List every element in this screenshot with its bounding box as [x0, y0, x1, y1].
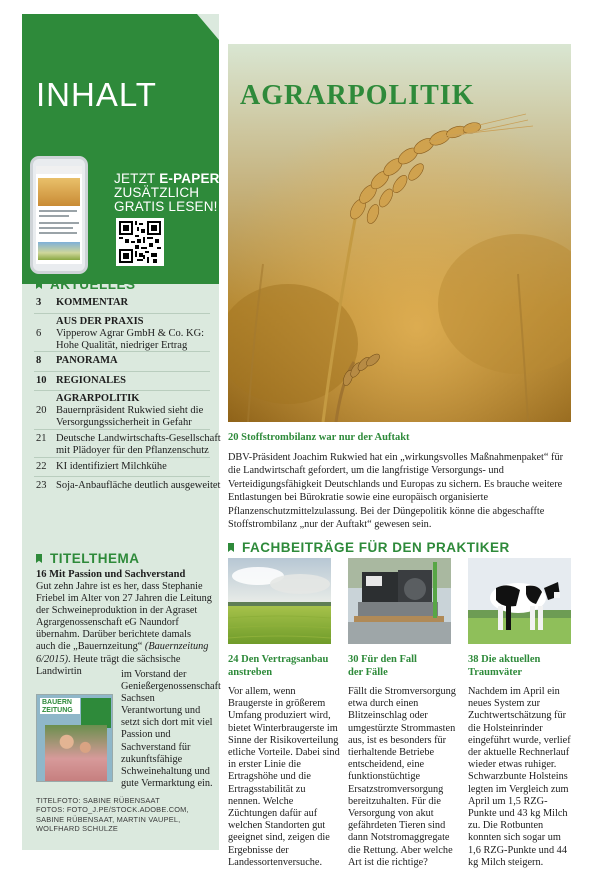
- hero-caption[interactable]: 20 Stoffstrombilanz war nur der Auftakt: [228, 432, 410, 443]
- agrarpolitik-toc-heading: AGRARPOLITIK: [56, 393, 140, 404]
- titelthema-heading: TITELTHEMA: [36, 551, 140, 566]
- toc-item-panorama[interactable]: 8 PANORAMA: [36, 355, 118, 366]
- toc-item-praxis[interactable]: 6 Vipperow Agrar GmbH & Co. KG: Hohe Qualität, niedriger Ertrag: [36, 328, 205, 351]
- page-title: AGRARPOLITIK: [240, 80, 475, 111]
- cover-logo: BAUERN ZEITUNG: [40, 698, 80, 714]
- divider: [34, 371, 210, 372]
- toc-item-23[interactable]: 23 Soja-Anbaufläche deutlich ausgeweitet: [36, 480, 221, 491]
- divider: [34, 390, 210, 391]
- divider: [34, 457, 210, 458]
- toc-item-regionales[interactable]: 10 REGIONALES: [36, 375, 127, 386]
- article-24-title[interactable]: 24 Den Vertragsanbau anstreben: [228, 654, 329, 678]
- phone-epaper-image: [30, 156, 88, 274]
- article-38-title[interactable]: 38 Die aktuellen Traumväter: [468, 654, 541, 678]
- epaper-line1: JETZT E-PAPER: [114, 171, 220, 186]
- article-30-body: Fällt die Stromversorgung etwa durch einen Blitzeinschlag oder umgestürzte Strommasten aus, ist es besonders für tierhaltende Betriebe entscheidend, eine funktionstüchtige Ersatzstromversorgung bereitzuhalten. Für die Versorgung von akut gefährdeten Tieren sind dann Notstromaggregate die Rettung. Aber welche Art ist die richtige?: [348, 686, 456, 868]
- hero-body-text: DBV-Präsident Joachim Rukwied hat ein „wirkungsvolles Maßnahmenpaket“ für die Landwirtschaft gefordert, um die langfristige Versorgungs- und Verteidigungsfähigkeit Deutschlands und Europas zu sichern. Es brauche weitere Entlastungen bei Bürokratie sowie eine europäisch organisierte Pflanzenschutzmittelzulassung. Bei der Düngepolitik könne die abgeschaffte Stoffstrombilanz „nur der Auftakt“ gewesen sein.: [228, 452, 564, 531]
- qr-code[interactable]: [116, 218, 164, 266]
- bookmark-icon: [36, 280, 42, 289]
- divider: [34, 351, 210, 352]
- epaper-line3: GRATIS LESEN!: [114, 199, 218, 214]
- toc-item-21[interactable]: 21 Deutsche Landwirtschafts-Gesellschaft mit Plädoyer für den Pflanzenschutz: [36, 433, 221, 456]
- bookmark-icon: [36, 554, 42, 563]
- toc-item-kommentar[interactable]: 3 KOMMENTAR: [36, 297, 129, 308]
- article-38-body: Nachdem im April ein neues System zur Zuchtwertschätzung für die Holsteinrinder eingeführt wurde, verlief der aktuelle Rechnerlauf wieder etwas ruhiger. Schwarzbunte Holsteins legten im Vergleich zum April um 1,5 RZG-Punkte und 43 kg Milch zu. Die Rotbunten konnten sich sogar um 1,6 RZG-Punkte und 44 kg Milch steigern.: [468, 686, 571, 868]
- generator-image[interactable]: [348, 558, 451, 644]
- praxis-heading: AUS DER PRAXIS: [56, 316, 144, 327]
- barley-field-image[interactable]: [228, 558, 331, 644]
- epaper-line2: ZUSÄTZLICH: [114, 185, 200, 200]
- article-24-body: Vor allem, wenn Braugerste in größerem Umfang produziert wird, bietet Winterbraugerste im Sinne der Risikoverteilung etliche Vorteile. Dabei sind in erster Linie die Ertragshöhe und die Ertragsstabilität zu nennen. Welche Züchtungen dafür auf welchen Standorten gut geeignet sind, zeigen die Ergebnisse der Landessortenversuche.: [228, 686, 340, 868]
- titelthema-body-wrap: im Vorstand der Genießergenossenschaft Sachsen Verantwortung und setzt sich dort mit viel Passion und Sachverstand für zukunftsfähige Schweinehaltung und gute Vermarktung ein.: [121, 669, 221, 789]
- photo-credits: TITELFOTO: SABINE RÜBENSAAT FOTOS: FOTO_J.PE/STOCK.ADOBE.COM, SABINE RÜBENSAAT, MARTIN VAUPEL, WOLFHARD SCHULZE: [36, 796, 189, 834]
- aktuelles-heading: AKTUELLES: [36, 277, 136, 292]
- fachbeitraege-heading: FACHBEITRÄGE FÜR DEN PRAKTIKER: [228, 540, 510, 555]
- titelthema-body: Gut zehn Jahre ist es her, dass Stephanie Friebel im Alter von 27 Jahren die Leitung der Schweineproduktion in der Agraset Agrargenossenschaft eG Naundorf übernahm. Darüber berichtete damals auch die „Bauernzeitung“ (Bauernzeitung 6/2015). Heute trägt die sächsische Landwirtin: [36, 581, 212, 677]
- titelthema-subhead: 16 Mit Passion und Sachverstand: [36, 569, 186, 580]
- bookmark-icon: [228, 543, 234, 552]
- toc-item-20[interactable]: 20 Bauernpräsident Rukwied sieht die Versorgungssicherheit in Gefahr: [36, 405, 204, 428]
- divider: [34, 313, 210, 314]
- magazine-cover-image[interactable]: [36, 694, 113, 782]
- article-30-title[interactable]: 30 Für den Fall der Fälle: [348, 654, 417, 678]
- toc-item-22[interactable]: 22 KI identifiziert Milchkühe: [36, 461, 167, 472]
- holstein-cow-image[interactable]: [468, 558, 571, 644]
- contents-title: INHALT: [36, 76, 157, 113]
- divider: [34, 429, 210, 430]
- divider: [34, 476, 210, 477]
